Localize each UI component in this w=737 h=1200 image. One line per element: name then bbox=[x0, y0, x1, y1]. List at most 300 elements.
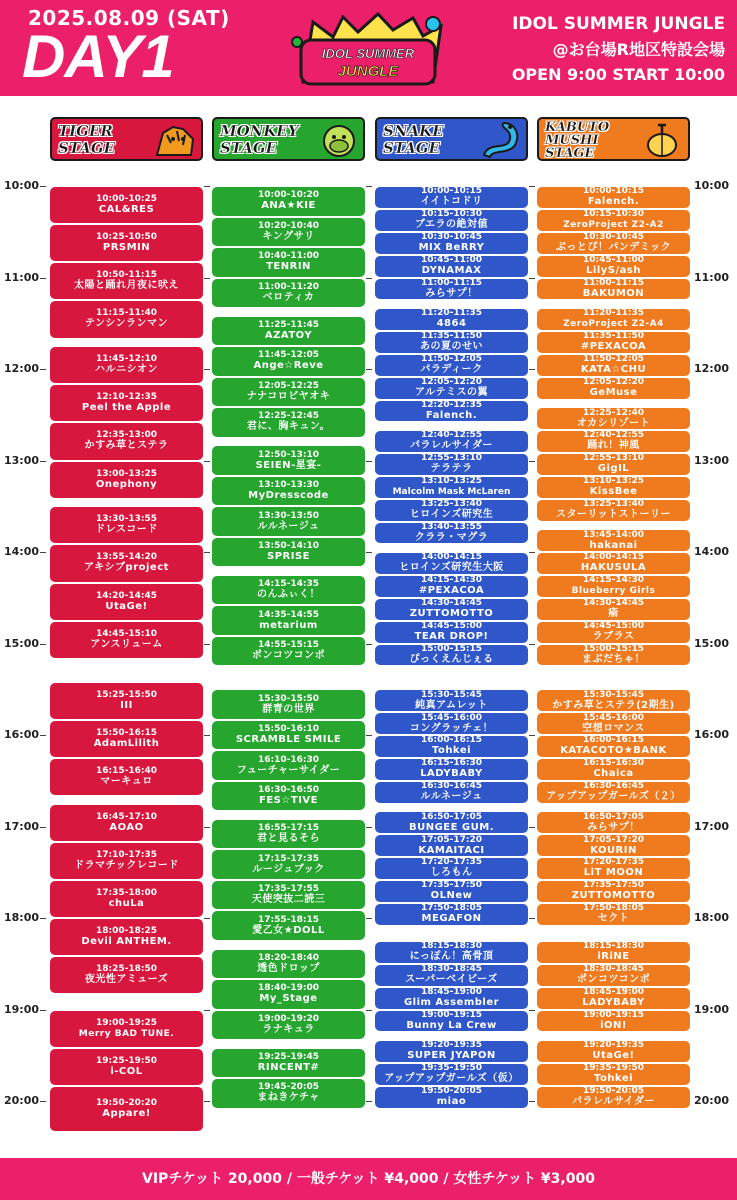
performance-slot bbox=[375, 454, 528, 475]
slot-performer: BUNGEE GUM. bbox=[408, 821, 495, 833]
hour-label: 19:00 bbox=[4, 1002, 40, 1016]
stage-header-tiger bbox=[50, 117, 203, 161]
slot-time: 19:20-19:35 bbox=[582, 1041, 645, 1051]
festival-logo bbox=[283, 12, 453, 92]
slot-time: 18:15-18:30 bbox=[582, 941, 645, 952]
performance-slot bbox=[50, 843, 203, 879]
slot-performer: TEAR DROP! bbox=[414, 631, 489, 643]
slot-performer: GeMuse bbox=[589, 387, 638, 399]
performance-slot bbox=[375, 1064, 528, 1085]
slot-time: 11:20-11:35 bbox=[582, 309, 645, 319]
slot-time: 15:30-15:50 bbox=[257, 693, 320, 704]
performance-slot bbox=[212, 347, 365, 376]
slot-time: 11:00-11:20 bbox=[257, 281, 320, 292]
slot-performer: みらサプ！ bbox=[425, 287, 478, 299]
hour-label: 10:00 bbox=[694, 179, 730, 192]
slot-performer: 天使突抜二読三 bbox=[251, 894, 326, 906]
slot-performer: Peel the Apple bbox=[81, 402, 172, 414]
stage-header-kabuto bbox=[537, 117, 690, 161]
slot-time: 16:15-16:30 bbox=[420, 758, 483, 769]
performance-slot bbox=[537, 881, 690, 902]
slot-performer: ブエラの絶対値 bbox=[415, 219, 488, 231]
performance-slot bbox=[375, 835, 528, 856]
performance-slot bbox=[50, 423, 203, 459]
slot-performer: みらサプ！ bbox=[587, 821, 640, 833]
hour-tick bbox=[529, 918, 535, 919]
hour-label: 15:00 bbox=[4, 636, 40, 650]
hour-label: 11:00 bbox=[4, 270, 40, 284]
performance-slot bbox=[537, 530, 690, 551]
slot-time: 11:00-11:15 bbox=[420, 278, 483, 288]
slot-time: 19:00-19:15 bbox=[420, 1010, 483, 1020]
slot-performer: ZUTTOMOTTO bbox=[409, 608, 494, 620]
hour-tick bbox=[204, 918, 210, 919]
performance-slot bbox=[537, 233, 690, 254]
performance-slot bbox=[212, 446, 365, 475]
slot-performer: Blueberry Girls bbox=[571, 586, 656, 597]
hour-label: 18:00 bbox=[4, 911, 40, 924]
slot-time: 19:50-20:05 bbox=[582, 1086, 645, 1097]
hour-tick bbox=[204, 1010, 210, 1011]
hour-tick bbox=[366, 918, 372, 919]
slot-time: 17:35-18:00 bbox=[95, 887, 158, 898]
hour-tick bbox=[366, 735, 372, 736]
performance-slot bbox=[537, 965, 690, 986]
slot-performer: ANA★KIE bbox=[261, 200, 316, 212]
performance-slot bbox=[375, 332, 528, 353]
slot-time: 16:30-16:45 bbox=[420, 781, 483, 792]
hour-tick bbox=[40, 369, 46, 370]
slot-performer: iON! bbox=[600, 1019, 627, 1031]
slot-performer: ルルネージュ bbox=[257, 520, 320, 532]
performance-slot bbox=[537, 599, 690, 620]
performance-slot bbox=[212, 1011, 365, 1040]
slot-performer: ラナキュラ bbox=[262, 1023, 315, 1035]
performance-slot bbox=[537, 210, 690, 231]
hour-tick bbox=[366, 369, 372, 370]
slot-time: 13:50-14:10 bbox=[257, 541, 320, 551]
hour-tick bbox=[204, 735, 210, 736]
slot-performer: オカシリゾート bbox=[576, 417, 651, 429]
performance-slot bbox=[50, 881, 203, 917]
performance-slot bbox=[50, 225, 203, 261]
slot-performer: スーパーベイビーズ bbox=[405, 974, 498, 986]
slot-performer: ZeroProject Z2-A2 bbox=[563, 220, 664, 231]
slot-time: 18:45-19:00 bbox=[582, 987, 645, 998]
hour-label: 12:00 bbox=[694, 362, 730, 375]
performance-slot bbox=[537, 1064, 690, 1085]
slot-time: 17:05-17:20 bbox=[582, 835, 645, 845]
performance-slot bbox=[212, 538, 365, 567]
performance-slot bbox=[212, 378, 365, 407]
performance-slot bbox=[537, 835, 690, 856]
slot-time: 19:00-19:20 bbox=[257, 1013, 320, 1024]
hour-label: 17:00 bbox=[694, 819, 730, 833]
performance-slot bbox=[375, 645, 528, 666]
performance-slot bbox=[537, 1011, 690, 1032]
slot-time: 10:00-10:20 bbox=[257, 190, 320, 201]
slot-performer: KATA☆CHU bbox=[580, 364, 647, 376]
performance-slot bbox=[50, 759, 203, 795]
performance-slot bbox=[375, 599, 528, 620]
performance-slot bbox=[375, 233, 528, 254]
slot-performer: 愛乙女★DOLL bbox=[252, 924, 325, 936]
slot-performer: にっぽん！高骨頂 bbox=[409, 951, 494, 963]
performance-slot bbox=[375, 759, 528, 780]
slot-performer: しろもん bbox=[430, 867, 473, 879]
slot-time: 18:30-18:45 bbox=[582, 964, 645, 975]
hour-tick bbox=[40, 644, 46, 645]
slot-time: 13:10-13:25 bbox=[420, 476, 483, 487]
slot-performer: コングラッチェ！ bbox=[409, 722, 494, 734]
slot-performer: Falench. bbox=[587, 196, 640, 208]
header bbox=[0, 0, 737, 96]
slot-performer: あの夏のせい bbox=[420, 341, 483, 353]
performance-slot bbox=[212, 606, 365, 635]
slot-performer: KATACOTO★BANK bbox=[560, 745, 667, 757]
slot-performer: のんふぃく！ bbox=[257, 589, 320, 601]
slot-performer: ヒロインズ研究生 bbox=[409, 509, 494, 521]
performance-slot bbox=[212, 690, 365, 719]
slot-time: 14:15-14:35 bbox=[257, 579, 320, 590]
slot-performer: アップアップガールズ（２） bbox=[546, 791, 681, 803]
performance-slot bbox=[212, 187, 365, 216]
hour-tick bbox=[40, 461, 46, 462]
slot-performer: PRSMIN bbox=[102, 242, 151, 254]
slot-time: 12:10-12:35 bbox=[95, 392, 158, 403]
performance-slot bbox=[537, 332, 690, 353]
slot-time: 10:00-10:25 bbox=[95, 194, 158, 205]
slot-time: 10:25-10:50 bbox=[95, 232, 158, 243]
performance-slot bbox=[212, 507, 365, 536]
ticket-prices: VIPチケット 20,000 / 一般チケット ¥4,000 / 女性チケット ¥3,000 bbox=[0, 1158, 737, 1200]
slot-time: 10:40-11:00 bbox=[257, 251, 320, 262]
performance-slot bbox=[212, 782, 365, 811]
hour-label: 10:00 bbox=[4, 179, 40, 192]
slot-performer: Tohkei bbox=[431, 745, 472, 757]
slot-performer: CAL&RES bbox=[98, 204, 155, 216]
performance-slot bbox=[375, 622, 528, 643]
performance-slot bbox=[375, 904, 528, 925]
performance-slot bbox=[375, 576, 528, 597]
slot-performer: 踊れ！神風 bbox=[587, 440, 640, 452]
performance-slot bbox=[537, 1087, 690, 1108]
hour-tick bbox=[204, 552, 210, 553]
slot-time: 16:15-16:30 bbox=[582, 758, 645, 769]
performance-slot bbox=[537, 1041, 690, 1062]
hour-tick bbox=[529, 552, 535, 553]
beetle-icon bbox=[640, 121, 684, 159]
hour-tick bbox=[366, 552, 372, 553]
slot-time: 17:15-17:35 bbox=[257, 853, 320, 864]
performance-slot bbox=[537, 378, 690, 399]
slot-performer: HAKUSULA bbox=[580, 562, 647, 574]
performance-slot bbox=[50, 957, 203, 993]
slot-time: 12:35-13:00 bbox=[95, 430, 158, 441]
slot-performer: Tohkei bbox=[593, 1073, 634, 1085]
slot-time: 17:20-17:35 bbox=[420, 858, 483, 868]
slot-time: 13:10-13:30 bbox=[257, 480, 320, 490]
performance-slot bbox=[375, 553, 528, 574]
performance-slot bbox=[537, 408, 690, 429]
slot-performer: KOURIN bbox=[590, 844, 637, 856]
performance-slot bbox=[212, 751, 365, 780]
slot-performer: ドラマチックレコード bbox=[74, 859, 179, 871]
event-date: 2025.08.09 (SAT) bbox=[28, 6, 230, 30]
performance-slot bbox=[375, 187, 528, 208]
slot-performer: AOAO bbox=[109, 821, 144, 833]
slot-performer: ベロティカ bbox=[262, 291, 315, 303]
performance-slot bbox=[212, 279, 365, 308]
performance-slot bbox=[375, 812, 528, 833]
slot-performer: LADYBABY bbox=[582, 997, 645, 1009]
performance-slot bbox=[375, 256, 528, 277]
performance-slot bbox=[212, 408, 365, 437]
slot-time: 17:35-17:50 bbox=[582, 880, 645, 891]
slot-time: 14:45-15:00 bbox=[420, 621, 483, 632]
stage-header-snake bbox=[375, 117, 528, 161]
performance-slot bbox=[537, 500, 690, 521]
slot-time: 14:30-14:45 bbox=[420, 598, 483, 609]
slot-time: 11:20-11:35 bbox=[420, 309, 483, 319]
hour-label: 14:00 bbox=[694, 545, 730, 558]
slot-time: 18:30-18:45 bbox=[420, 964, 483, 975]
stage-header-monkey bbox=[212, 117, 365, 161]
performance-slot bbox=[375, 210, 528, 231]
hour-tick bbox=[366, 644, 372, 645]
performance-slot bbox=[537, 645, 690, 666]
slot-performer: 太陽と踊れ月夜に吠え bbox=[74, 280, 179, 292]
slot-performer: iRiNE bbox=[597, 951, 630, 963]
performance-slot bbox=[537, 553, 690, 574]
slot-time: 16:15-16:40 bbox=[95, 765, 158, 776]
slot-performer: KAMAITACI bbox=[418, 844, 485, 856]
slot-time: 14:15-14:30 bbox=[420, 575, 483, 586]
slot-time: 12:25-12:45 bbox=[257, 411, 320, 422]
performance-slot bbox=[375, 1041, 528, 1062]
slot-performer: LADYBABY bbox=[420, 768, 483, 780]
slot-performer: かすみ草とステラ bbox=[84, 440, 169, 452]
slot-performer: パラレルサイダー bbox=[571, 1096, 656, 1108]
performance-slot bbox=[375, 965, 528, 986]
slot-time: 14:35-14:55 bbox=[257, 609, 320, 620]
slot-time: 14:55-15:15 bbox=[257, 640, 320, 651]
hour-tick bbox=[204, 827, 210, 828]
slot-time: 11:45-12:10 bbox=[95, 354, 158, 365]
slot-performer: ぷっとぴ！パンデミック bbox=[555, 242, 672, 254]
slot-time: 18:20-18:40 bbox=[257, 952, 320, 963]
performance-slot bbox=[537, 988, 690, 1009]
slot-time: 17:55-18:15 bbox=[257, 914, 320, 925]
slot-time: 13:45-14:00 bbox=[582, 530, 645, 540]
performance-slot bbox=[50, 683, 203, 719]
slot-performer: AZATOY bbox=[264, 329, 313, 341]
slot-performer: ポンコツコンポ bbox=[251, 650, 326, 662]
hour-label: 20:00 bbox=[4, 1094, 40, 1107]
performance-slot bbox=[375, 942, 528, 963]
slot-performer: キングサリ bbox=[262, 230, 315, 242]
slot-time: 16:00-16:15 bbox=[420, 736, 483, 746]
performance-slot bbox=[50, 622, 203, 658]
slot-performer: KissBee bbox=[589, 486, 638, 498]
slot-performer: GigIL bbox=[597, 463, 630, 475]
slot-time: 16:00-16:15 bbox=[582, 736, 645, 746]
slot-time: 14:20-14:45 bbox=[95, 590, 158, 601]
hour-tick bbox=[40, 827, 46, 828]
performance-slot bbox=[212, 1079, 365, 1108]
slot-time: 13:25-13:40 bbox=[420, 499, 483, 510]
slot-performer: My_Stage bbox=[259, 993, 318, 1005]
performance-slot bbox=[50, 263, 203, 299]
slot-time: 13:25-13:40 bbox=[582, 499, 645, 510]
slot-performer: chuLa bbox=[108, 897, 145, 909]
performance-slot bbox=[375, 309, 528, 330]
slot-time: 10:50-11:15 bbox=[95, 270, 158, 281]
slot-performer: RINCENT# bbox=[257, 1061, 320, 1073]
hour-tick bbox=[40, 918, 46, 919]
performance-slot bbox=[375, 523, 528, 544]
slot-time: 11:35-11:50 bbox=[582, 331, 645, 342]
slot-performer: Appare! bbox=[102, 1107, 151, 1119]
svg-text:JUNGLE: JUNGLE bbox=[337, 63, 399, 80]
slot-performer: フューチャーサイダー bbox=[236, 764, 341, 776]
slot-performer: Ange☆Reve bbox=[253, 360, 324, 372]
slot-time: 13:30-13:50 bbox=[257, 510, 320, 521]
slot-time: 10:20-10:40 bbox=[257, 220, 320, 231]
slot-performer: Falench. bbox=[425, 409, 478, 421]
performance-slot bbox=[537, 622, 690, 643]
slot-time: 14:30-14:45 bbox=[582, 598, 645, 609]
hour-tick bbox=[40, 278, 46, 279]
slot-time: 17:35-17:55 bbox=[257, 884, 320, 895]
performance-slot bbox=[375, 858, 528, 879]
slot-time: 19:20-19:35 bbox=[420, 1041, 483, 1051]
slot-performer: SUPER JYAPON bbox=[407, 1050, 496, 1062]
slot-time: 12:25-12:40 bbox=[582, 408, 645, 418]
slot-time: 19:45-20:05 bbox=[257, 1082, 320, 1093]
day-title: DAY1 bbox=[22, 23, 174, 90]
slot-performer: かすみ草とステラ(2期生) bbox=[552, 699, 675, 711]
performance-slot bbox=[212, 980, 365, 1009]
performance-slot bbox=[537, 576, 690, 597]
slot-time: 12:20-12:35 bbox=[420, 400, 483, 410]
slot-time: 16:30-16:50 bbox=[257, 785, 320, 795]
stage-title: SNAKE STAGE bbox=[383, 122, 444, 157]
slot-performer: テラテラ bbox=[430, 463, 473, 475]
slot-performer: セクト bbox=[597, 913, 630, 925]
slot-time: 16:50-17:05 bbox=[582, 812, 645, 822]
slot-time: 16:50-17:05 bbox=[420, 812, 483, 822]
hour-tick bbox=[529, 186, 535, 187]
slot-time: 15:50-16:15 bbox=[95, 727, 158, 738]
slot-performer: イイトコドリ bbox=[420, 196, 483, 208]
slot-performer: miao bbox=[436, 1096, 467, 1108]
hour-tick bbox=[40, 1010, 46, 1011]
slot-performer: アンスリューム bbox=[90, 638, 163, 650]
performance-slot bbox=[375, 355, 528, 376]
performance-slot bbox=[537, 736, 690, 757]
performance-slot bbox=[50, 1049, 203, 1085]
slot-time: 10:00-10:15 bbox=[582, 187, 645, 197]
slot-performer: ZUTTOMOTTO bbox=[571, 890, 656, 902]
hour-tick bbox=[204, 461, 210, 462]
slot-performer: アキシブproject bbox=[84, 562, 169, 574]
performance-slot bbox=[375, 500, 528, 521]
performance-slot bbox=[212, 317, 365, 346]
slot-performer: DYNAMAX bbox=[421, 265, 482, 277]
slot-time: 19:50-20:05 bbox=[420, 1086, 483, 1097]
hour-tick bbox=[204, 186, 210, 187]
slot-performer: LilyS/ash bbox=[586, 265, 641, 277]
slot-time: 18:40-19:00 bbox=[257, 983, 320, 994]
slot-time: 15:00-15:15 bbox=[420, 644, 483, 654]
performance-slot bbox=[537, 782, 690, 803]
performance-slot bbox=[375, 1087, 528, 1108]
slot-time: 17:05-17:20 bbox=[420, 835, 483, 845]
performance-slot bbox=[212, 1049, 365, 1078]
slot-time: 17:50-18:05 bbox=[582, 903, 645, 914]
slot-performer: SCRAMBLE SMILE bbox=[235, 734, 342, 745]
performance-slot bbox=[537, 187, 690, 208]
slot-time: 16:30-16:45 bbox=[582, 781, 645, 792]
performance-slot bbox=[375, 431, 528, 452]
performance-slot bbox=[212, 721, 365, 750]
performance-slot bbox=[375, 279, 528, 300]
hour-label: 20:00 bbox=[694, 1094, 730, 1107]
slot-performer: ZeroProject Z2-A4 bbox=[563, 319, 664, 330]
venue-name: IDOL SUMMER JUNGLE bbox=[512, 14, 725, 34]
performance-slot bbox=[50, 805, 203, 841]
performance-slot bbox=[50, 721, 203, 757]
slot-time: 13:30-13:55 bbox=[95, 514, 158, 525]
performance-slot bbox=[50, 584, 203, 620]
performance-slot bbox=[375, 881, 528, 902]
hour-tick bbox=[529, 369, 535, 370]
performance-slot bbox=[212, 248, 365, 277]
slot-performer: UtaGe! bbox=[105, 600, 148, 612]
hour-tick bbox=[366, 1010, 372, 1011]
slot-time: 13:40-13:55 bbox=[420, 522, 483, 532]
hour-tick bbox=[529, 1010, 535, 1011]
slot-time: 19:00-19:25 bbox=[95, 1017, 158, 1028]
slot-time: 12:55-13:10 bbox=[582, 453, 645, 464]
slot-time: 19:00-19:15 bbox=[582, 1010, 645, 1020]
hour-tick bbox=[529, 1101, 535, 1102]
slot-performer: III bbox=[120, 699, 133, 711]
slot-time: 18:25-18:50 bbox=[95, 964, 158, 975]
slot-time: 11:15-11:40 bbox=[95, 308, 158, 319]
venue-info bbox=[512, 12, 725, 87]
slot-performer: 群青の世界 bbox=[262, 703, 315, 715]
slot-performer: ルージュブック bbox=[252, 863, 325, 875]
hour-tick bbox=[366, 827, 372, 828]
slot-time: 18:15-18:30 bbox=[420, 941, 483, 952]
hour-label: 18:00 bbox=[694, 911, 730, 924]
slot-time: 14:00-14:15 bbox=[582, 553, 645, 563]
hour-tick bbox=[529, 461, 535, 462]
slot-performer: Bunny La Crew bbox=[406, 1019, 497, 1031]
performance-slot bbox=[50, 1087, 203, 1131]
slot-performer: ドレスコード bbox=[95, 524, 158, 536]
hour-tick bbox=[529, 644, 535, 645]
slot-performer: FES☆TIVE bbox=[259, 795, 318, 806]
slot-time: 10:00-10:15 bbox=[420, 187, 483, 197]
slot-time: 14:00-14:15 bbox=[420, 553, 483, 563]
performance-slot bbox=[375, 401, 528, 422]
stage-title: MONKEY STAGE bbox=[220, 122, 299, 157]
slot-performer: metarium bbox=[259, 619, 318, 631]
performance-slot bbox=[212, 576, 365, 605]
